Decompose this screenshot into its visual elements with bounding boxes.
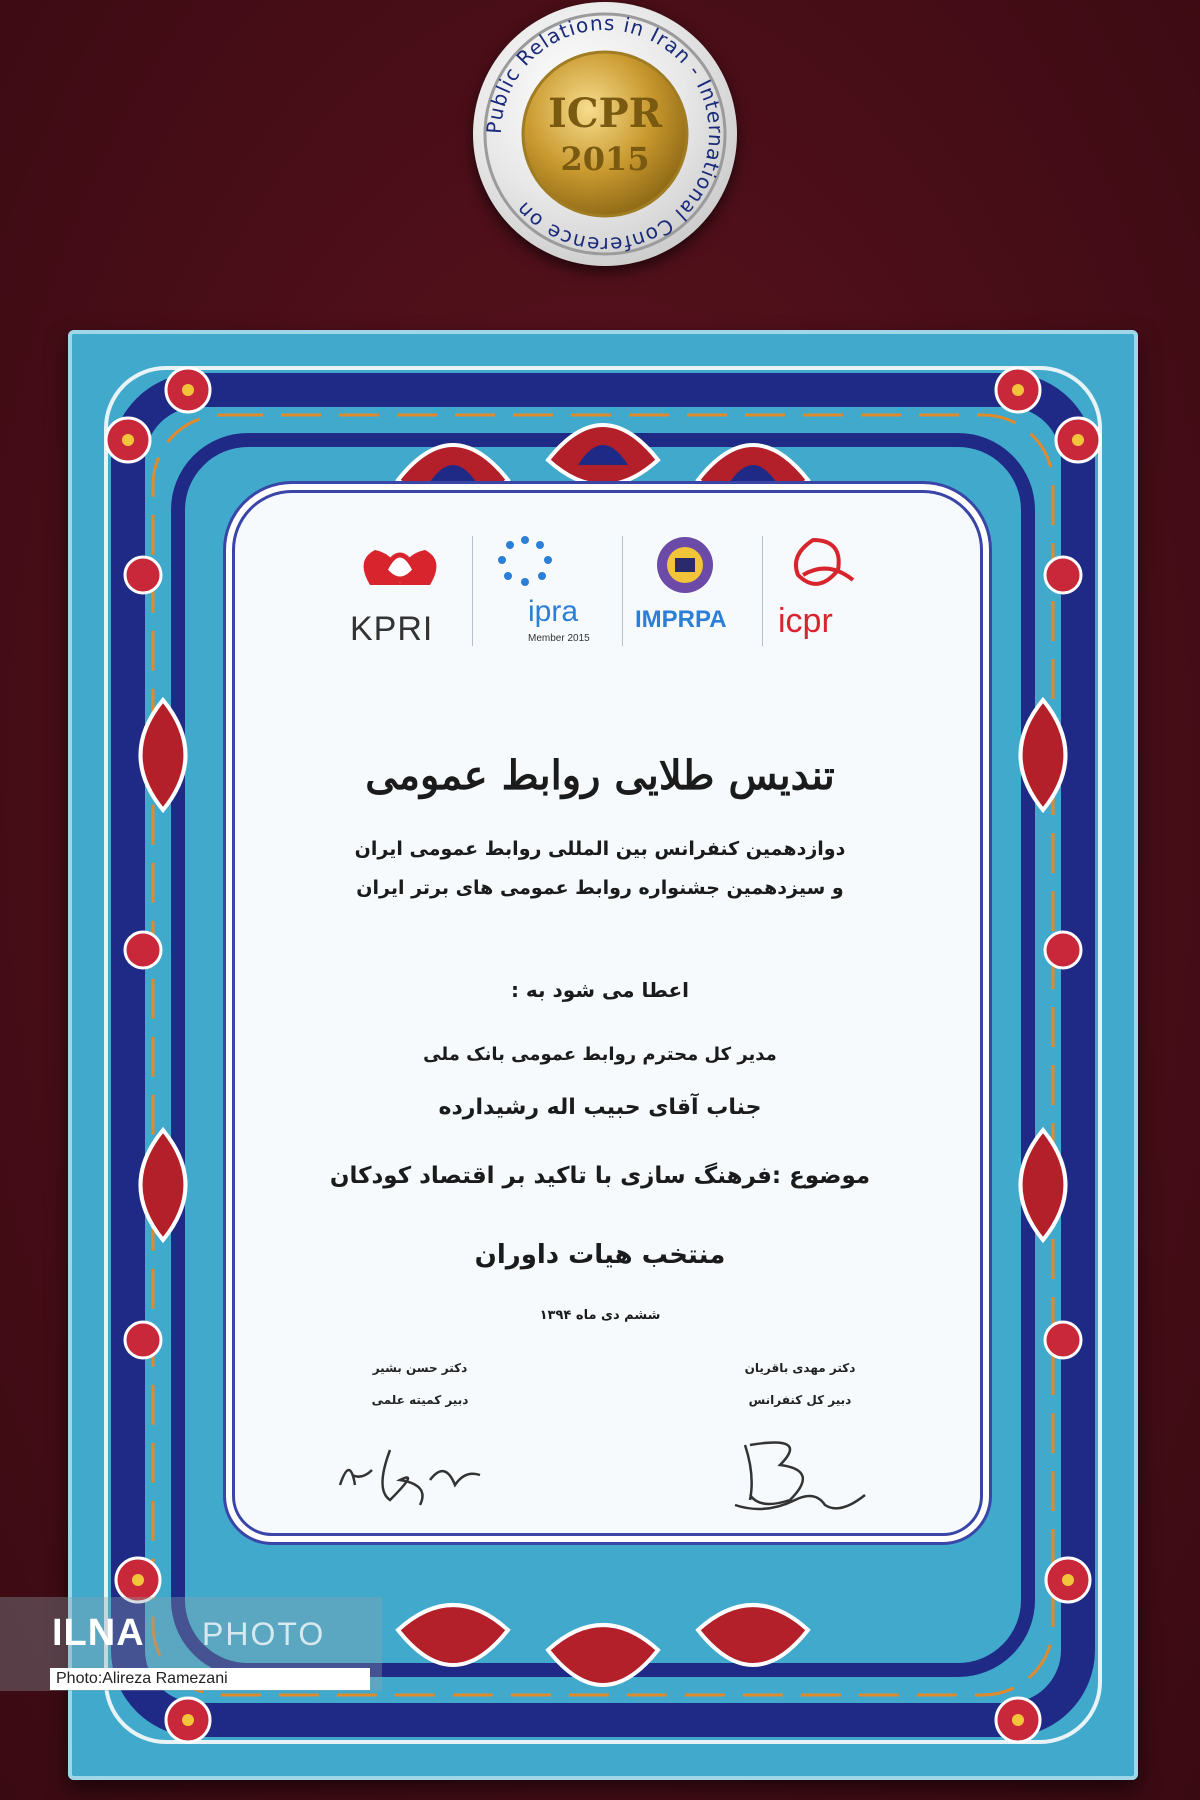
watermark-photo: PHOTO bbox=[202, 1616, 326, 1652]
logo-divider bbox=[762, 536, 763, 646]
signer-title-right: دبیر کل کنفرانس bbox=[748, 1393, 852, 1407]
icpr-icon bbox=[778, 530, 868, 600]
icpr-label: icpr bbox=[778, 602, 833, 640]
awarded-to-label: اعطا می شود به : bbox=[510, 978, 690, 1002]
conference-line-2: و سیزدهمین جشنواره روابط عمومی های برتر ایران bbox=[356, 877, 844, 899]
medal-graphic bbox=[473, 2, 737, 266]
award-subject: موضوع :فرهنگ سازی با تاکید بر اقتصاد کودکان bbox=[329, 1163, 871, 1189]
imprpa-label: IMPRPA bbox=[635, 606, 727, 633]
kpri-label: KPRI bbox=[350, 610, 434, 648]
signature-right bbox=[715, 1425, 885, 1525]
medal-year: 2015 bbox=[560, 140, 650, 178]
signer-title-left: دبیر کمیته علمی bbox=[371, 1393, 469, 1407]
medal-center-text: ICPR bbox=[548, 90, 662, 137]
signature-block-right bbox=[690, 1361, 910, 1407]
kpri-icon bbox=[350, 530, 450, 610]
award-date: ششم دی ماه ۱۳۹۴ bbox=[539, 1308, 661, 1323]
sponsor-logos bbox=[350, 530, 870, 660]
ipra-logo bbox=[490, 530, 600, 660]
medal-ring-text: Public Relations in Iran - International Conference on bbox=[481, 10, 729, 258]
recipient-role: مدیر کل محترم روابط عمومی بانک ملی bbox=[423, 1044, 777, 1065]
ipra-icon bbox=[490, 530, 560, 595]
ipra-label: ipra bbox=[528, 595, 579, 628]
watermark-brand: ILNA bbox=[52, 1612, 145, 1654]
jury-selection: منتخب هیات داوران bbox=[474, 1240, 726, 1270]
imprpa-icon bbox=[635, 530, 750, 600]
logo-divider bbox=[622, 536, 623, 646]
ipra-sub-label: Member 2015 bbox=[528, 633, 590, 644]
icpr-medal bbox=[473, 2, 737, 266]
recipient-name: جناب آقای حبیب اله رشیدارده bbox=[438, 1095, 762, 1120]
logo-divider bbox=[472, 536, 473, 646]
imprpa-logo bbox=[635, 530, 750, 660]
kpri-logo bbox=[350, 530, 450, 660]
photo-credit: Photo:Alireza Ramezani bbox=[50, 1668, 370, 1690]
signature-block-left bbox=[320, 1361, 520, 1407]
conference-line-1: دوازدهمین کنفرانس بین المللی روابط عمومی ایران bbox=[354, 838, 846, 860]
signer-name-right: دکتر مهدی باقریان bbox=[744, 1361, 856, 1375]
icpr-logo bbox=[778, 530, 868, 660]
certificate-title: تندیس طلایی روابط عمومی bbox=[365, 752, 835, 799]
signature-left bbox=[330, 1430, 490, 1510]
signer-name-left: دکتر حسن بشیر bbox=[372, 1361, 468, 1375]
